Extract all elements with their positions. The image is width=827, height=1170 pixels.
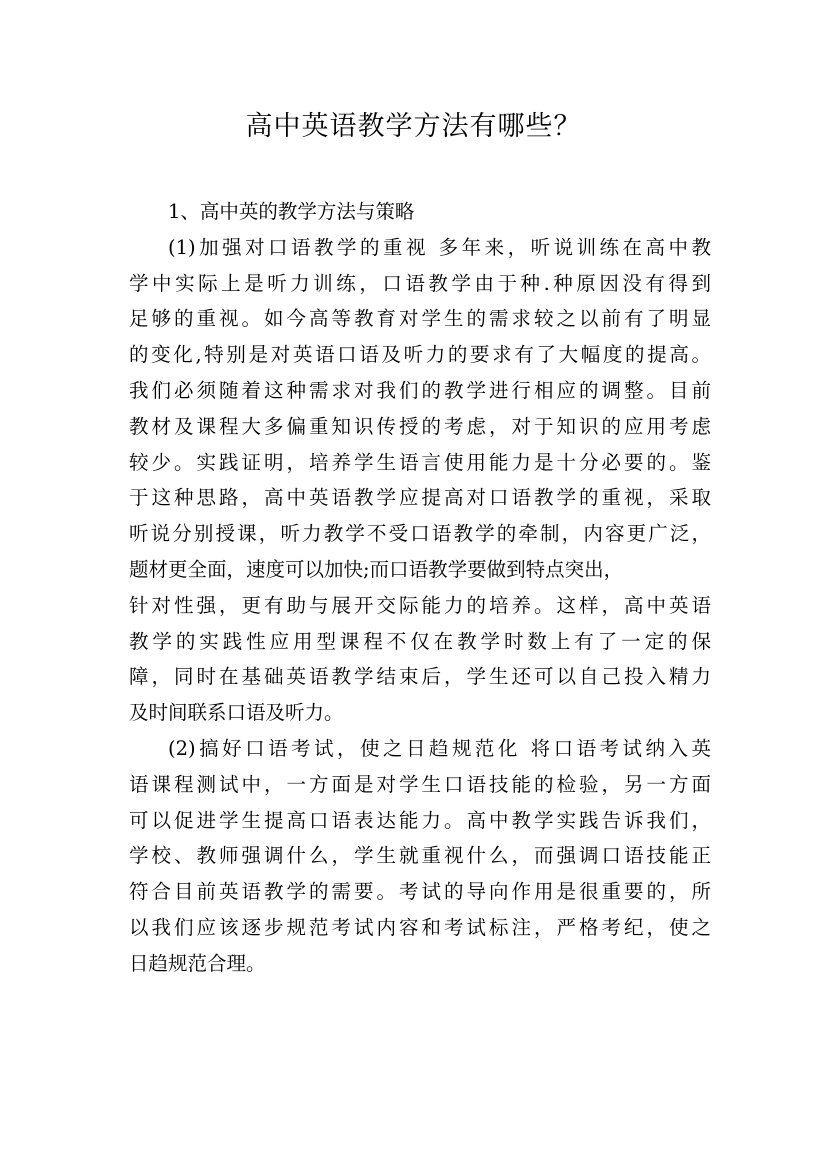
paragraph-line: 针对性强，更有助与展开交际能力的培养。这样，高中英语 [129,593,711,617]
paragraph-line: 教学的实践性应用型课程不仅在教学时数上有了一定的保 [129,629,711,653]
paragraph-2 [129,731,711,982]
paragraph-line: 教材及课程大多偏重知识传授的考虑，对于知识的应用考虑 [129,414,711,438]
paragraph-line: 日趋规范合理。 [129,951,266,975]
paragraph-line: 可以促进学生提高口语表达能力。高中教学实践告诉我们， [129,808,711,832]
paragraph-line: 语课程测试中，一方面是对学生口语技能的检验，另一方面 [129,772,711,796]
paragraph-line: 学校、教师强调什么，学生就重视什么，而强调口语技能正 [129,844,711,868]
paragraph-line: 于这种思路，高中英语教学应提高对口语教学的重视，采取 [129,486,711,510]
paragraph-line: 较少。实践证明，培养学生语言使用能力是十分必要的。鉴 [129,450,711,474]
paragraph-line: 题材更全面，速度可以加快;而口语教学要做到特点突出， [129,557,624,581]
paragraph-line: 学中实际上是听力训练，口语教学由于种.种原因没有得到 [129,271,711,295]
paragraph-line: 听说分别授课，听力教学不受口语教学的牵制，内容更广泛， [129,522,711,546]
document-title: 高中英语教学方法有哪些？ [245,111,582,142]
paragraph-line: (1)加强对口语教学的重视 多年来，听说训练在高中教 [168,235,711,259]
paragraph-line: 符合目前英语教学的需要。考试的导向作用是很重要的，所 [129,880,711,904]
paragraph-line: 足够的重视。如今高等教育对学生的需求较之以前有了明显 [129,307,711,331]
document-body [129,194,711,982]
section-heading: 1、高中英的教学方法与策略 [168,200,415,223]
paragraph-1 [129,230,711,731]
paragraph-line: 的变化,特别是对英语口语及听力的要求有了大幅度的提高。 [129,343,711,367]
paragraph-line: 我们必须随着这种需求对我们的教学进行相应的调整。目前 [129,378,711,402]
paragraph-line: 障，同时在基础英语教学结束后，学生还可以自己投入精力 [129,665,711,689]
paragraph-line: 以我们应该逐步规范考试内容和考试标注，严格考纪，使之 [129,915,711,939]
paragraph-line: 及时间联系口语及听力。 [129,701,344,725]
paragraph-line: (2)搞好口语考试，使之日趋规范化 将口语考试纳入英 [168,736,711,760]
